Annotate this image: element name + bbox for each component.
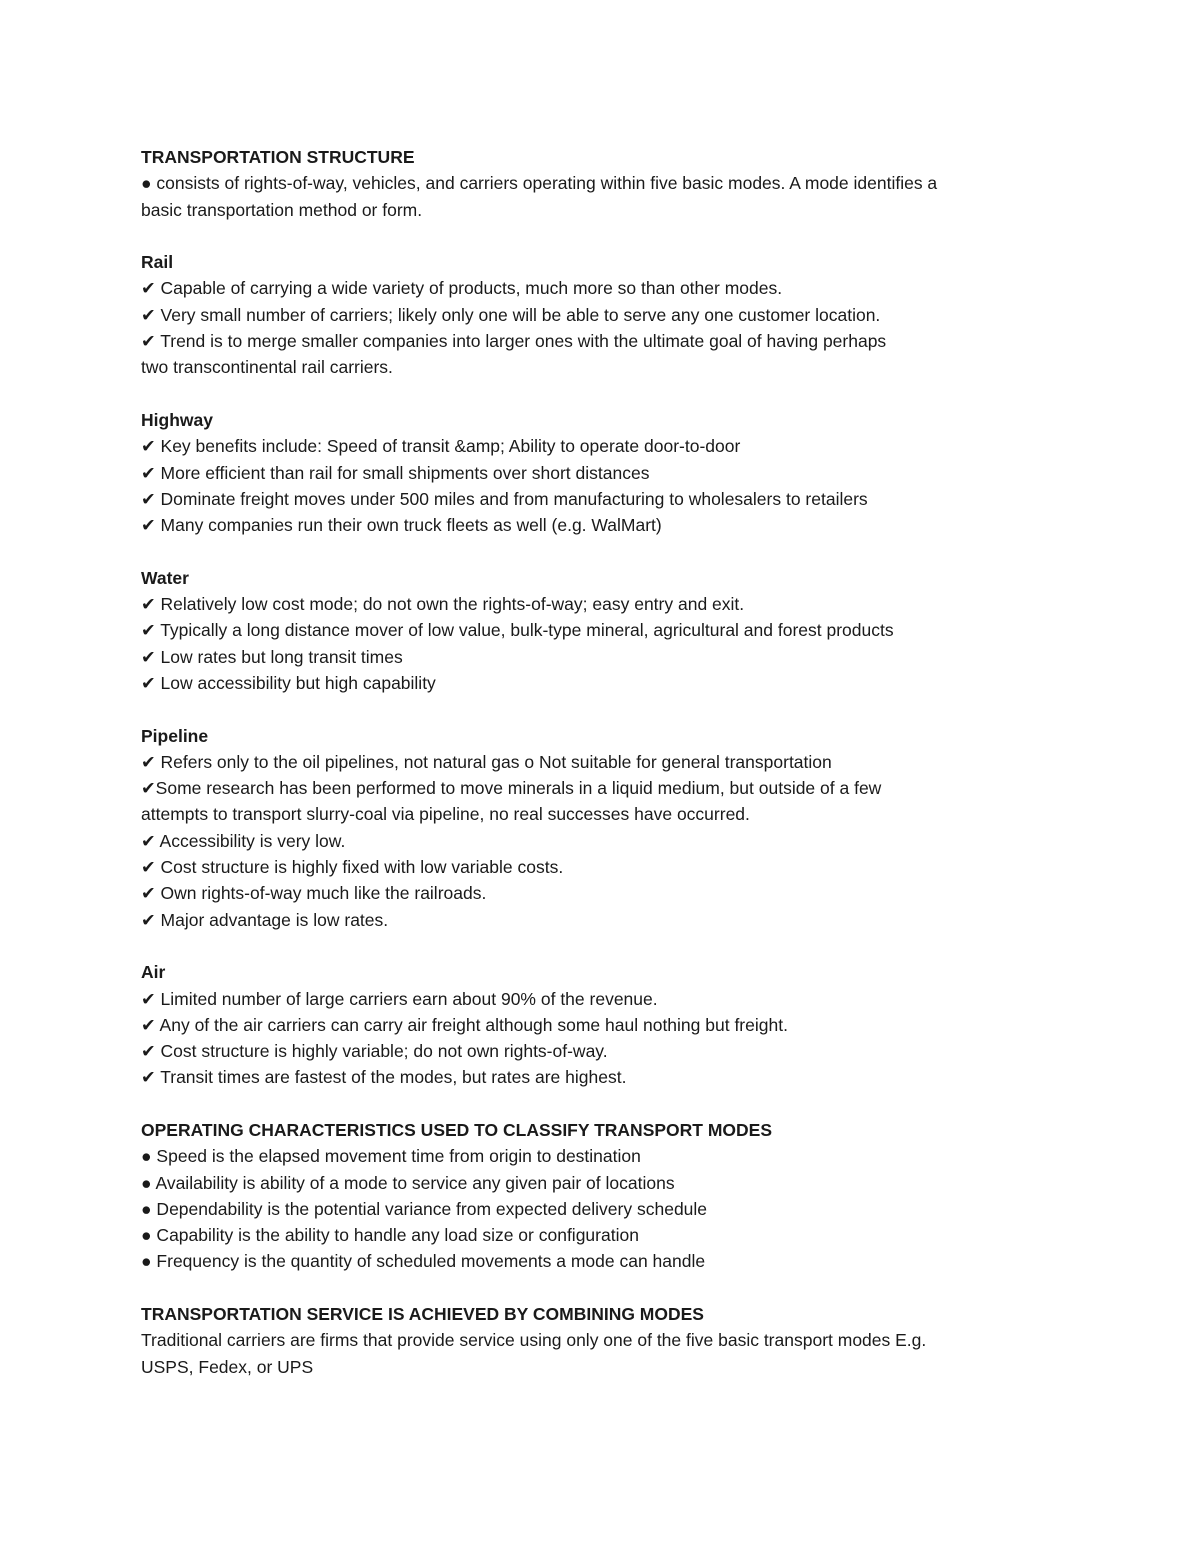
check-item: ✔ Transit times are fastest of the modes, but rates are highest.	[141, 1067, 627, 1088]
section-combining-modes	[141, 1301, 1071, 1380]
check-item: ✔ Very small number of carriers; likely only one will be able to serve any one customer location.	[141, 304, 881, 325]
section-heading: OPERATING CHARACTERISTICS USED TO CLASSIFY TRANSPORT MODES	[141, 1119, 773, 1140]
check-item: ✔ Dominate freight moves under 500 miles and from manufacturing to wholesalers to retailers	[141, 488, 868, 509]
section-heading: Pipeline	[141, 725, 209, 746]
spacer	[141, 933, 1071, 959]
spacer	[141, 1275, 1071, 1301]
check-item: ✔ Cost structure is highly fixed with low variable costs.	[141, 857, 564, 878]
spacer	[141, 381, 1071, 407]
check-item: ✔ Key benefits include: Speed of transit &amp; Ability to operate door-to-door	[141, 436, 741, 457]
check-item: ✔Some research has been performed to move minerals in a liquid medium, but outside of a few	[141, 778, 882, 799]
spacer	[141, 696, 1071, 722]
check-item: ✔ Major advantage is low rates.	[141, 909, 389, 930]
check-item: ✔ More efficient than rail for small shipments over short distances	[141, 462, 650, 483]
section-heading: Water	[141, 567, 189, 588]
bullet-item: ● Dependability is the potential variance from expected delivery schedule	[141, 1198, 708, 1219]
bullet-item: ● Speed is the elapsed movement time from origin to destination	[141, 1146, 641, 1167]
section-pipeline	[141, 723, 1071, 933]
bullet-line: ● consists of rights-of-way, vehicles, and carriers operating within five basic modes. A mode identifies a	[141, 173, 938, 194]
check-item: ✔ Typically a long distance mover of low value, bulk-type mineral, agricultural and forest products	[141, 620, 894, 641]
check-item-continuation: attempts to transport slurry-coal via pipeline, no real successes have occurred.	[141, 804, 750, 825]
section-heading: TRANSPORTATION SERVICE IS ACHIEVED BY COMBINING MODES	[141, 1304, 704, 1325]
section-rail	[141, 249, 1071, 380]
section-transportation-structure	[141, 144, 1071, 223]
check-item: ✔ Relatively low cost mode; do not own the rights-of-way; easy entry and exit.	[141, 594, 745, 615]
check-item: ✔ Any of the air carriers can carry air freight although some haul nothing but freight.	[141, 1014, 788, 1035]
check-item: ✔ Limited number of large carriers earn about 90% of the revenue.	[141, 988, 658, 1009]
spacer	[141, 538, 1071, 564]
section-heading: Rail	[141, 252, 174, 273]
spacer	[141, 1091, 1071, 1117]
section-highway	[141, 407, 1071, 538]
check-item: ✔ Low rates but long transit times	[141, 646, 403, 667]
bullet-item: ● Frequency is the quantity of scheduled movements a mode can handle	[141, 1251, 706, 1272]
document-body	[141, 144, 1071, 1380]
check-item: ✔ Many companies run their own truck fleets as well (e.g. WalMart)	[141, 515, 662, 536]
section-heading: TRANSPORTATION STRUCTURE	[141, 147, 415, 167]
check-item: ✔ Accessibility is very low.	[141, 830, 346, 851]
bullet-line-continuation: basic transportation method or form.	[141, 199, 423, 220]
paragraph-line: Traditional carriers are firms that provide service using only one of the five basic transport modes E.g.	[141, 1330, 927, 1351]
check-item: ✔ Own rights-of-way much like the railroads.	[141, 883, 487, 904]
bullet-item: ● Availability is ability of a mode to service any given pair of locations	[141, 1172, 675, 1193]
check-item: ✔ Refers only to the oil pipelines, not natural gas o Not suitable for general transportation	[141, 751, 832, 772]
check-item: ✔ Capable of carrying a wide variety of products, much more so than other modes.	[141, 278, 783, 299]
section-heading: Air	[141, 962, 166, 983]
check-item: ✔ Cost structure is highly variable; do not own rights-of-way.	[141, 1041, 608, 1062]
section-heading: Highway	[141, 409, 213, 430]
check-item: ✔ Trend is to merge smaller companies into larger ones with the ultimate goal of having perhaps	[141, 331, 887, 352]
section-water	[141, 565, 1071, 696]
bullet-item: ● Capability is the ability to handle any load size or configuration	[141, 1225, 639, 1246]
check-item: ✔ Low accessibility but high capability	[141, 672, 436, 693]
section-air	[141, 959, 1071, 1090]
check-item-continuation: two transcontinental rail carriers.	[141, 357, 393, 378]
spacer	[141, 223, 1071, 249]
paragraph-line: USPS, Fedex, or UPS	[141, 1356, 314, 1377]
section-operating-characteristics	[141, 1117, 1071, 1275]
